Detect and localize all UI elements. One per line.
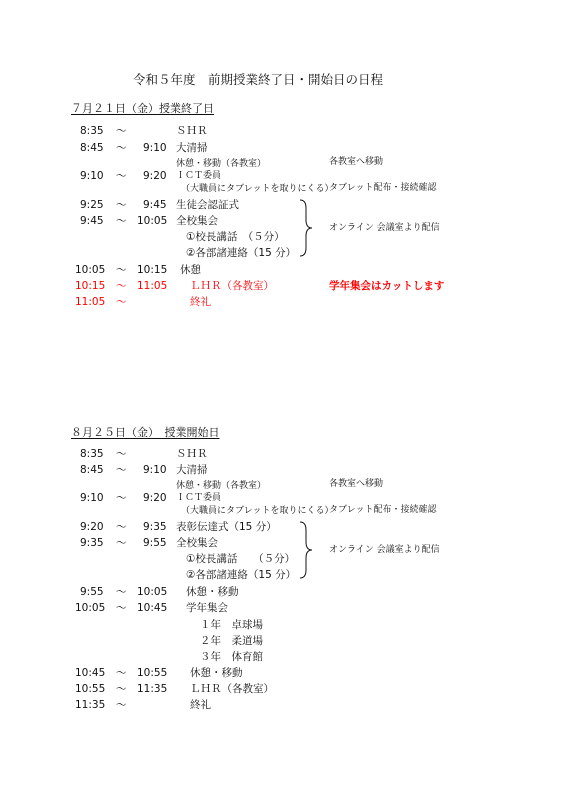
s2-row15-event: 終礼 xyxy=(190,699,211,711)
s1-row10-tilde: ～ xyxy=(116,296,127,308)
s2-row3-tilde: ～ xyxy=(116,492,127,504)
s2-row15-tilde: ～ xyxy=(116,699,127,711)
s1-row1-start: 8:35 xyxy=(80,125,104,137)
s1-row9-event: ＬＨＲ（各教室） xyxy=(190,280,274,292)
s1-row3-event1: 休憩・移動（各教室） xyxy=(176,159,267,169)
s2-row5-tilde: ～ xyxy=(116,537,127,549)
s2-row9-end: 10:45 xyxy=(137,602,168,614)
s1-row1-event: ＳＨＲ xyxy=(176,125,208,137)
s2-row15-start: 11:35 xyxy=(75,699,106,711)
s1-row5-tilde: ～ xyxy=(116,215,127,227)
s1-sub1-event: ①校長講話 （５分） xyxy=(186,231,285,243)
s1-row5-end: 10:05 xyxy=(137,215,168,227)
s1-row2-event: 大清掃 xyxy=(176,142,208,154)
s1-row8-event: 休憩 xyxy=(180,264,201,276)
s2-grade1-event: １年 卓球場 xyxy=(200,619,263,631)
s1-row8-start: 10:05 xyxy=(75,264,106,276)
s2-row3-end: 9:20 xyxy=(143,492,167,504)
page-title: 令和５年度 前期授業終了日・開始日の日程 xyxy=(133,72,384,87)
s1-row8-end: 10:15 xyxy=(137,264,168,276)
s1-row4-start: 9:25 xyxy=(80,199,104,211)
s2-row2-tilde: ～ xyxy=(116,464,127,476)
s1-row3-note1: 各教室へ移動 xyxy=(329,157,384,167)
s2-row13-end: 10:55 xyxy=(137,667,168,679)
s1-row3-tilde: ～ xyxy=(116,170,127,182)
section1-header: ７月２１日（金）授業終了日 xyxy=(71,102,214,115)
s2-row5-start: 9:35 xyxy=(80,537,104,549)
s2-sub2-event: ②各部諸連絡（15 分） xyxy=(186,569,297,581)
s2-row1-tilde: ～ xyxy=(116,448,127,460)
s2-row8-event: 休憩・移動 xyxy=(186,586,239,598)
s1-row3-event2: ＩＣＴ委員 xyxy=(176,171,222,181)
s1-row4-event: 生徒会認証式 xyxy=(176,199,239,211)
s2-row3-note2: タブレット配布・接続確認 xyxy=(329,505,437,515)
s2-row2-end: 9:10 xyxy=(143,464,167,476)
s1-row2-end: 9:10 xyxy=(143,142,167,154)
s2-brace xyxy=(298,520,318,580)
s2-row9-start: 10:05 xyxy=(75,602,106,614)
s1-row3-event3: （大職員にタブレットを取りにくる） xyxy=(181,184,334,194)
s2-row3-event3: （大職員にタブレットを取りにくる） xyxy=(181,506,334,516)
s2-row4-start: 9:20 xyxy=(80,521,104,533)
s2-row1-event: ＳＨＲ xyxy=(176,448,208,460)
s2-row14-end: 11:35 xyxy=(137,683,168,695)
s2-row9-event: 学年集会 xyxy=(186,602,228,614)
s2-row3-note1: 各教室へ移動 xyxy=(329,479,384,489)
s2-row5-end: 9:55 xyxy=(143,537,167,549)
s1-row3-note2: タブレット配布・接続確認 xyxy=(329,183,437,193)
s2-row9-tilde: ～ xyxy=(116,602,127,614)
s2-grade3-event: ３年 体育館 xyxy=(200,651,263,663)
s2-grade2-event: ２年 柔道場 xyxy=(200,635,263,647)
s1-row4-tilde: ～ xyxy=(116,199,127,211)
s1-row1-tilde: ～ xyxy=(116,125,127,137)
section2-header: ８月２５日（金） 授業開始日 xyxy=(71,426,220,439)
s2-row4-tilde: ～ xyxy=(116,521,127,533)
s1-row3-end: 9:20 xyxy=(143,170,167,182)
s1-row8-tilde: ～ xyxy=(116,264,127,276)
s2-row14-start: 10:55 xyxy=(75,683,106,695)
s2-row3-start: 9:10 xyxy=(80,492,104,504)
s1-row10-start: 11:05 xyxy=(75,296,106,308)
s2-row14-event: ＬＨＲ（各教室） xyxy=(190,683,274,695)
s1-row4-end: 9:45 xyxy=(143,199,167,211)
s2-row13-event: 休憩・移動 xyxy=(190,667,243,679)
s2-row2-event: 大清掃 xyxy=(176,464,208,476)
s1-row9-start: 10:15 xyxy=(75,280,106,292)
s2-row1-start: 8:35 xyxy=(80,448,104,460)
s2-row13-tilde: ～ xyxy=(116,667,127,679)
s2-row8-end: 10:05 xyxy=(137,586,168,598)
s1-brace xyxy=(298,198,318,258)
s1-row5-event: 全校集会 xyxy=(176,215,218,227)
s2-row2-start: 8:45 xyxy=(80,464,104,476)
s2-sub1-event: ①校長講話 （５分） xyxy=(186,553,296,565)
s2-row8-tilde: ～ xyxy=(116,586,127,598)
s1-row9-tilde: ～ xyxy=(116,280,127,292)
s1-row3-start: 9:10 xyxy=(80,170,104,182)
s2-row4-event: 表彰伝達式（15 分） xyxy=(176,521,277,533)
s1-row9-end: 11:05 xyxy=(137,280,168,292)
s1-sub2-event: ②各部諸連絡（15 分） xyxy=(186,247,297,259)
s1-row2-start: 8:45 xyxy=(80,142,104,154)
s2-row8-start: 9:55 xyxy=(80,586,104,598)
s1-red-note: 学年集会はカットします xyxy=(329,280,445,292)
s2-row4-end: 9:35 xyxy=(143,521,167,533)
s2-row3-event2: ＩＣＴ委員 xyxy=(176,493,222,503)
s2-row3-event1: 休憩・移動（各教室） xyxy=(176,481,267,491)
s1-row10-event: 終礼 xyxy=(190,296,211,308)
s1-row2-tilde: ～ xyxy=(116,142,127,154)
s2-brace-note: オンライン 会議室より配信 xyxy=(329,545,440,555)
s1-row5-start: 9:45 xyxy=(80,215,104,227)
s2-row14-tilde: ～ xyxy=(116,683,127,695)
s1-brace-note: オンライン 会議室より配信 xyxy=(329,223,440,233)
s2-row5-event: 全校集会 xyxy=(176,537,218,549)
s2-row13-start: 10:45 xyxy=(75,667,106,679)
